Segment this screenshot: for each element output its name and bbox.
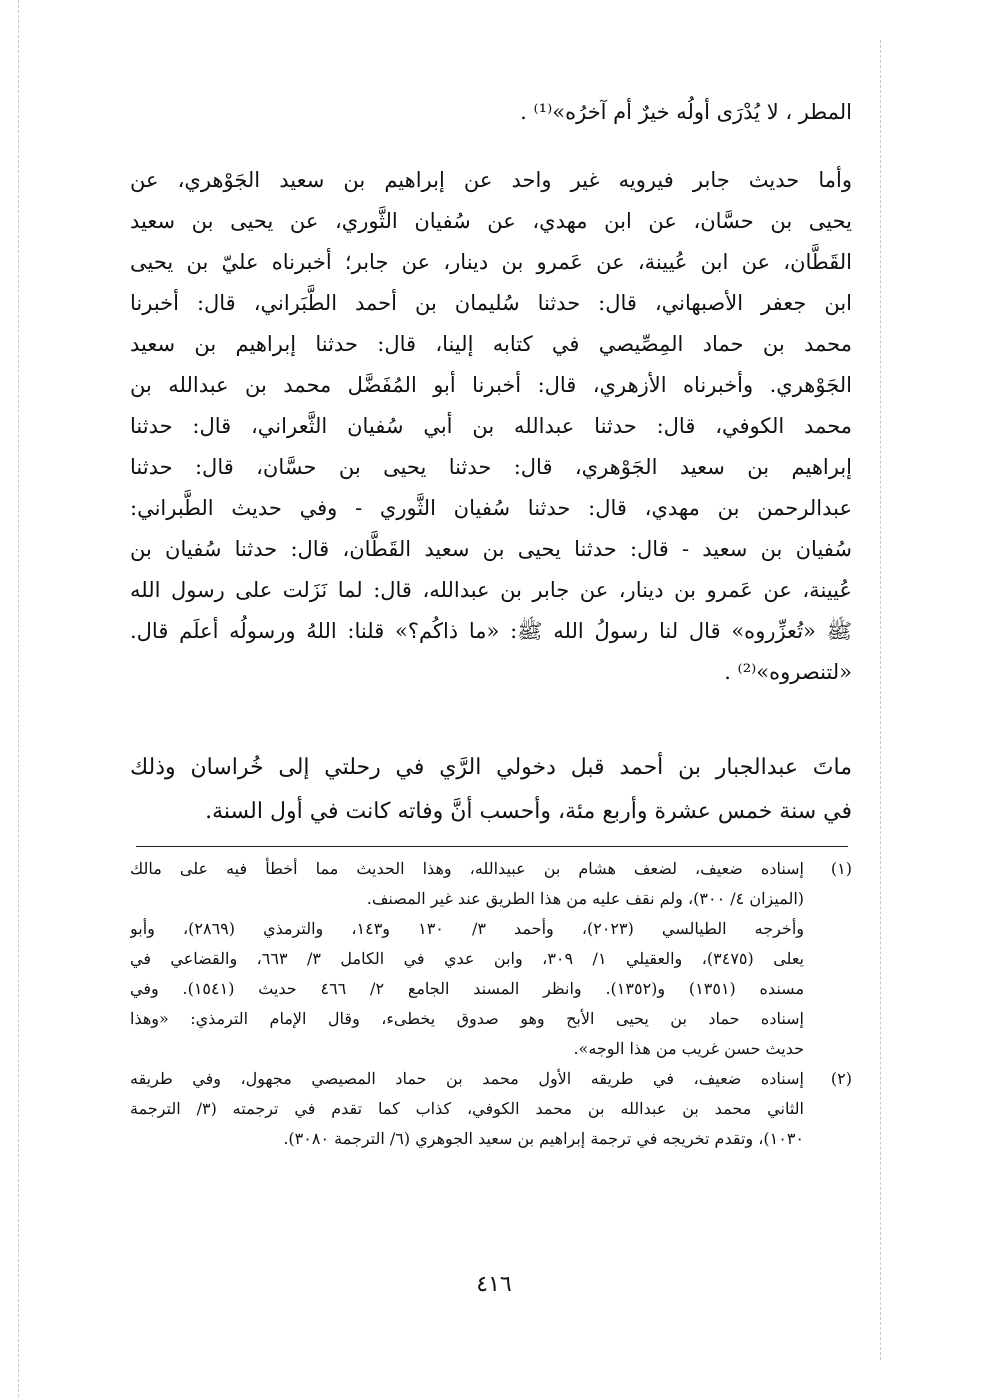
page-number: ٤١٦ xyxy=(476,1272,512,1297)
footnote-line xyxy=(130,1124,852,1154)
footnote-line xyxy=(130,1034,852,1064)
text-line: سُفيان بن سعيد - قال: حدثنا يحيى بن سعيد القَطَّان، قال: حدثنا سُفيان بن xyxy=(130,537,852,561)
text-line: إبراهيم بن سعيد الجَوْهري، قال: حدثنا يحيى بن حسَّان، قال: حدثنا xyxy=(130,455,852,479)
footnote-text: إسناده حماد بن يحيى الأبح وهو صدوق يخطىء، وقال الإمام الترمذي: «وهذا xyxy=(130,1009,804,1028)
text-line: محمد بن حماد المِصِّيصي في كتابه إلينا، قال: حدثنا إبراهيم بن سعيد xyxy=(130,332,852,356)
footnote-line xyxy=(130,914,852,944)
text-line: ابن جعفر الأصبهاني، قال: حدثنا سُليمان بن أحمد الطَّبَراني، قال: أخبرنا xyxy=(130,291,852,315)
text-line: «لتنصروه»⁽²⁾ . xyxy=(724,660,852,684)
scan-artifact-right xyxy=(880,40,881,1360)
intro-paragraph xyxy=(130,92,852,133)
footnote-line xyxy=(130,884,852,914)
scan-artifact-left xyxy=(18,0,19,1397)
text-line: ﷺ «تُعزِّروه» قال لنا رسولُ الله ﷺ: «ما ذاكُم؟» قلنا: اللهُ ورسولُه أعلَم قال. xyxy=(130,619,852,643)
text-line: ماتَ عبدالجبار بن أحمد قبل دخولي الرَّي في رحلتي إلى خُراسان وذلك xyxy=(130,755,852,780)
hadith-paragraph xyxy=(130,160,852,693)
footnote-line xyxy=(130,1064,852,1094)
death-note-paragraph xyxy=(130,746,852,834)
text-line: في سنة خمس عشرة وأربع مئة، وأحسب أنَّ وفاته كانت في أول السنة. xyxy=(205,799,852,824)
footnote-text: إسناده ضعيف، في طريقه الأول محمد بن حماد المصيصي مجهول، وفي طريقه xyxy=(130,1069,804,1088)
text-line: يحيى بن حسَّان، عن ابن مهدي، عن سُفيان الثَّوري، عن يحيى بن سعيد xyxy=(130,209,852,233)
footnote-2 xyxy=(130,1064,852,1154)
footnote-text: مسنده (١٣٥١) و(١٣٥٢). وانظر المسند الجامع ٢/ ٤٦٦ حديث (١٥٤١). وفي xyxy=(130,979,805,998)
footnote-line xyxy=(130,974,852,1004)
footnote-text: وأخرجه الطيالسي (٢٠٢٣)، وأحمد ٣/ ١٣٠ و١٤٣، والترمذي (٢٨٦٩)، وأبو xyxy=(130,919,804,938)
footnote-number: (١) xyxy=(830,859,852,878)
footnote-divider xyxy=(136,846,848,847)
footnote-text: إسناده ضعيف، لضعف هشام بن عبيدالله، وهذا الحديث مما أخطأ فيه على مالك xyxy=(130,859,804,878)
text-line: وأما حديث جابر فيرويه غير واحد عن إبراهيم بن سعيد الجَوْهري، عن xyxy=(130,168,852,192)
footnote-1 xyxy=(130,854,852,1064)
footnote-text: حديث حسن غريب من هذا الوجه». xyxy=(573,1039,804,1058)
footnote-line xyxy=(130,1004,852,1034)
text-line: المطر ، لا يُدْرَى أولُه خيرٌ أم آخرُه»⁽¹⁾ . xyxy=(520,100,852,124)
footnote-line xyxy=(130,944,852,974)
footnote-line xyxy=(130,1094,852,1124)
footnote-line xyxy=(130,854,852,884)
footnote-text: ١٠٣٠)، وتقدم تخريجه في ترجمة إبراهيم بن سعيد الجوهري (٦/ الترجمة ٣٠٨٠). xyxy=(283,1129,804,1148)
footnotes xyxy=(130,854,852,1154)
text-line: الجَوْهري. وأخبرناه الأزهري، قال: أخبرنا أبو المُفَضَّل محمد بن عبدالله بن xyxy=(130,373,852,397)
text-line: عبدالرحمن بن مهدي، قال: حدثنا سُفيان الثَّوري - وفي حديث الطَّبراني: xyxy=(130,496,852,520)
footnote-number: (٢) xyxy=(830,1069,852,1088)
text-line: عُيينة، عن عَمرو بن دينار، عن جابر بن عبدالله، قال: لما نَزَلت على رسول الله xyxy=(130,578,852,602)
footnote-text: الثاني محمد بن عبدالله بن محمد الكوفي، كذاب كما تقدم في ترجمته (٣/ الترجمة xyxy=(130,1099,804,1118)
footnote-text: (الميزان ٤/ ٣٠٠)، ولم نقف عليه من هذا الطريق عند غير المصنف. xyxy=(366,889,804,908)
footnote-text: يعلى (٣٤٧٥)، والعقيلي ١/ ٣٠٩، وابن عدي في الكامل ٣/ ٦٦٣، والقضاعي في xyxy=(130,949,804,968)
text-line: محمد الكوفي، قال: حدثنا عبدالله بن أبي سُفيان الثَّعراني، قال: حدثنا xyxy=(130,414,852,438)
text-line: القَطَّان، عن ابن عُيينة، عن عَمرو بن دينار، عن جابر؛ أخبرناه عليّ بن يحيى xyxy=(130,250,852,274)
